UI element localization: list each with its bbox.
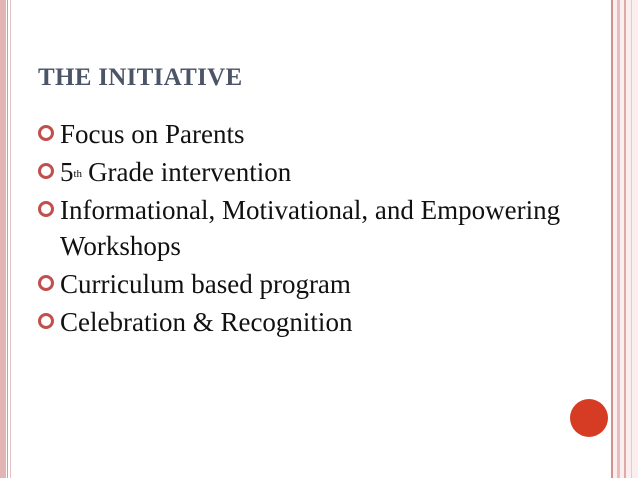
bullet-list	[36, 116, 596, 342]
bullet-text: Curriculum based program	[60, 269, 351, 299]
left-border-line	[10, 0, 11, 478]
slide-title: THE INITIATIVE	[38, 64, 243, 91]
hollow-circle-icon	[38, 201, 54, 217]
bullet-text: Focus on Parents	[60, 119, 245, 149]
right-border-line	[617, 0, 620, 478]
accent-circle	[570, 399, 608, 437]
bullet-item	[36, 116, 596, 152]
bullet-item	[36, 266, 596, 302]
bullet-text: Grade intervention	[88, 157, 292, 187]
left-border-line	[7, 0, 8, 478]
bullet-superscript: th	[73, 168, 83, 180]
right-border-line	[624, 0, 626, 478]
hollow-circle-icon	[38, 313, 54, 329]
hollow-circle-icon	[38, 163, 54, 179]
right-border-line	[631, 0, 632, 478]
right-border-line	[611, 0, 613, 478]
bullet-item	[36, 304, 596, 340]
bullet-prefix: 5	[60, 157, 74, 187]
bullet-text: Informational, Motivational, and Empowering Workshops	[60, 195, 561, 261]
hollow-circle-icon	[38, 275, 54, 291]
bullet-item	[36, 192, 596, 264]
hollow-circle-icon	[38, 125, 54, 141]
left-border-stripe	[0, 0, 6, 478]
bullet-text: Celebration & Recognition	[60, 307, 353, 337]
bullet-item	[36, 154, 596, 190]
